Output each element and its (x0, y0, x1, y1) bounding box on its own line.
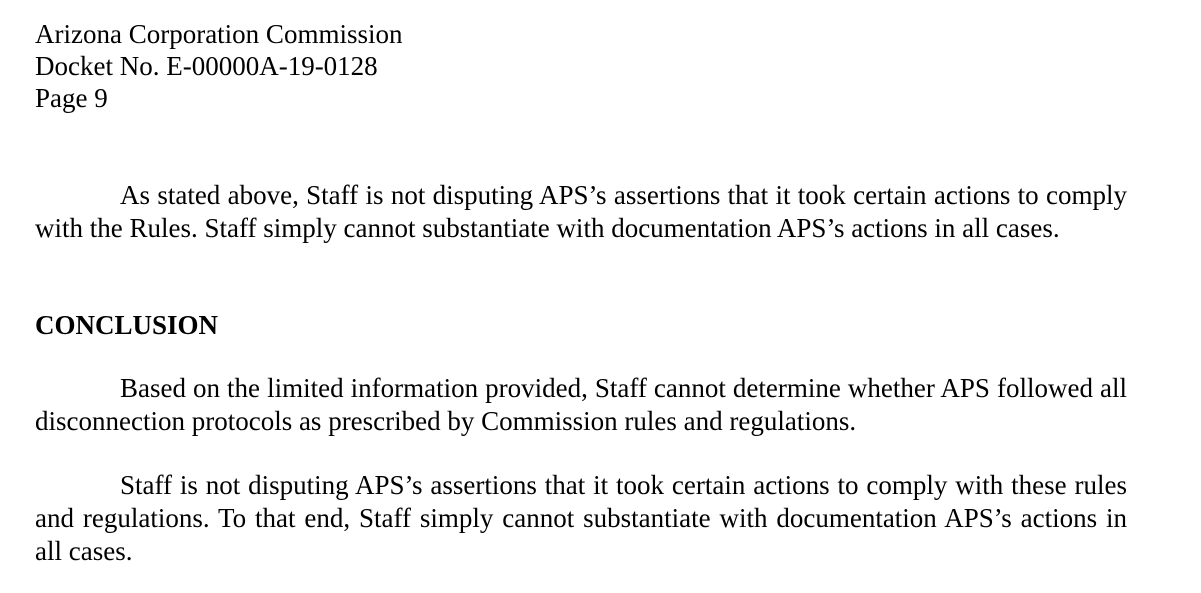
header-page-number: Page 9 (35, 83, 108, 113)
section-heading-conclusion: CONCLUSION (35, 310, 219, 340)
header-docket-number: Docket No. E-00000A-19-0128 (35, 51, 378, 81)
body-paragraph-3: Staff is not disputing APS’s assertions that it took certain actions to comply with these rules and regulations. To that end, Staff simply cannot substantiate with documentation APS’s actions in all cases. (35, 470, 1127, 566)
body-paragraph-1: As stated above, Staff is not disputing APS’s assertions that it took certain actions to comply with the Rules. Staff simply cannot substantiate with documentation APS’s actions in all cases. (35, 180, 1127, 243)
document-header (35, 18, 402, 114)
body-paragraph-2: Based on the limited information provided, Staff cannot determine whether APS followed all disconnection protocols as prescribed by Commission rules and regulations. (35, 373, 1127, 436)
header-agency: Arizona Corporation Commission (35, 19, 403, 49)
